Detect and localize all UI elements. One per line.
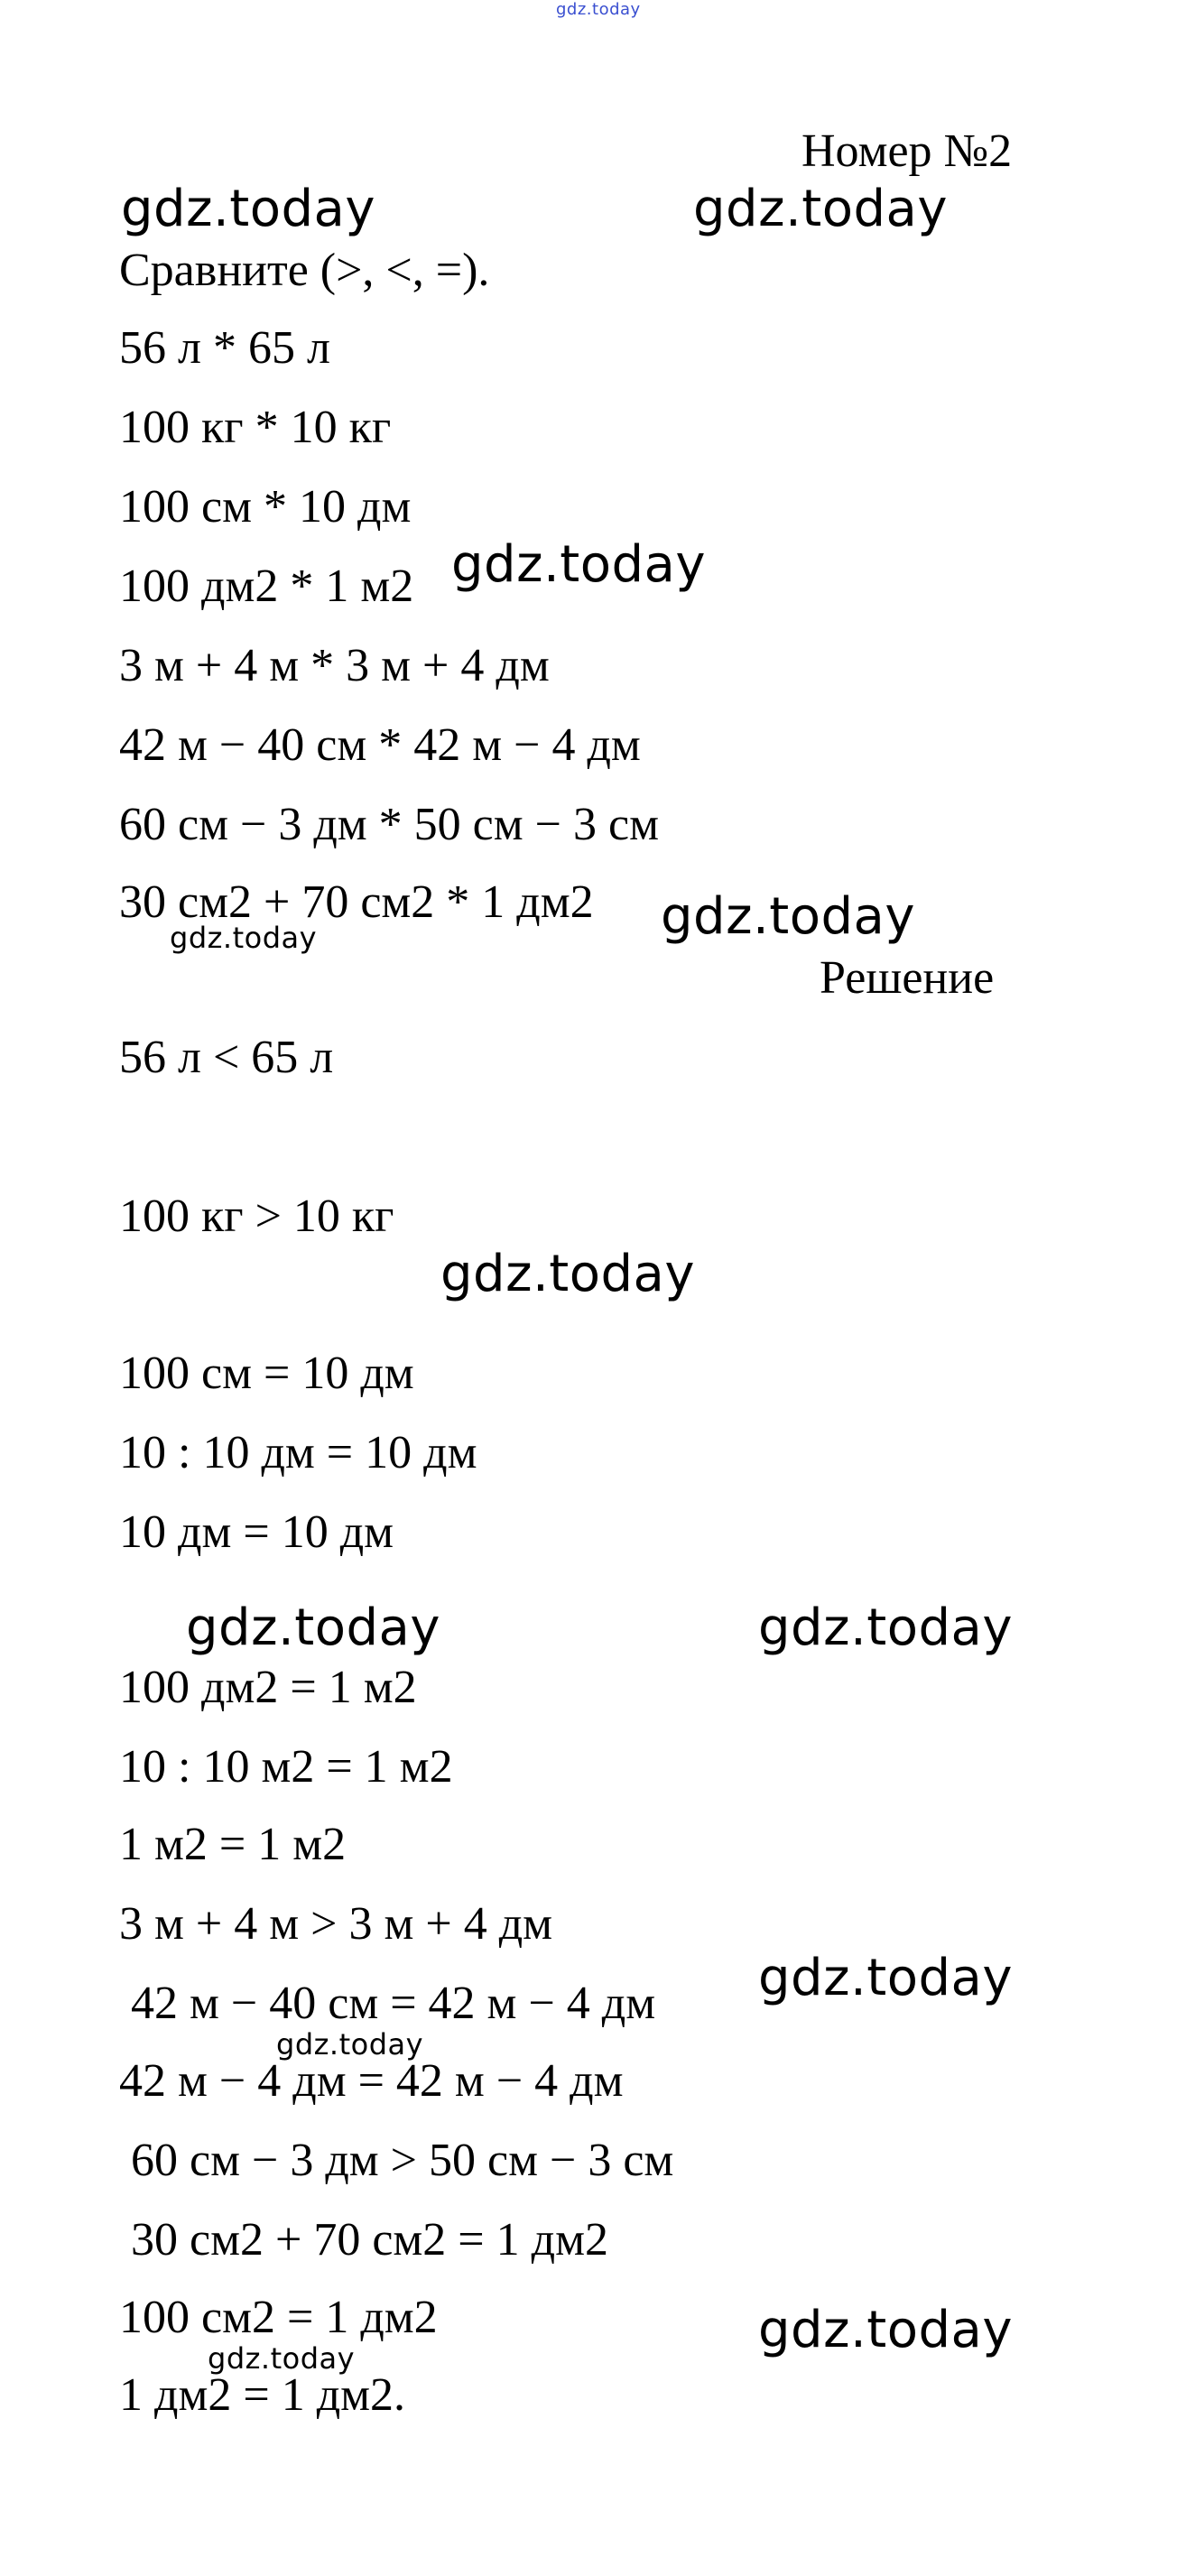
solution-line: 3 м + 4 м > 3 м + 4 дм: [119, 1898, 553, 1950]
watermark: gdz.today: [693, 180, 949, 238]
watermark: gdz.today: [758, 1598, 1014, 1657]
task-item: 56 л * 65 л: [119, 322, 330, 374]
watermark: gdz.today: [121, 180, 376, 238]
watermark: gdz.today: [186, 1598, 441, 1657]
task-prompt: Сравните (>, <, =).: [119, 245, 490, 296]
task-item: 100 см * 10 дм: [119, 481, 412, 533]
watermark: gdz.today: [758, 1949, 1014, 2007]
watermark-top: gdz.today: [556, 0, 641, 19]
task-item: 30 см2 + 70 см2 * 1 дм2: [119, 876, 594, 928]
solution-line: 1 дм2 = 1 дм2.: [119, 2369, 406, 2421]
solution-line: 60 см − 3 дм > 50 см − 3 см: [119, 2135, 674, 2186]
task-item: 60 см − 3 дм * 50 см − 3 см: [119, 799, 659, 850]
solution-line: 56 л < 65 л: [119, 1032, 334, 1083]
solution-line: 10 : 10 м2 = 1 м2: [119, 1741, 453, 1793]
watermark: gdz.today: [440, 1245, 696, 1303]
task-item: 100 кг * 10 кг: [119, 402, 392, 453]
solution-line: 100 кг > 10 кг: [119, 1191, 394, 1242]
problem-number: Номер №2: [801, 125, 1013, 177]
watermark: gdz.today: [451, 535, 707, 594]
watermark: gdz.today: [276, 2027, 424, 2062]
solution-line: 10 дм = 10 дм: [119, 1506, 394, 1558]
watermark: gdz.today: [170, 921, 318, 955]
solution-line: 10 : 10 дм = 10 дм: [119, 1427, 477, 1478]
solution-line: 100 дм2 = 1 м2: [119, 1662, 417, 1713]
solution-line: 42 м − 40 см = 42 м − 4 дм: [119, 1978, 656, 2029]
watermark: gdz.today: [661, 887, 916, 946]
watermark: gdz.today: [758, 2301, 1014, 2359]
task-item: 42 м − 40 см * 42 м − 4 дм: [119, 719, 641, 771]
solution-line: 100 см = 10 дм: [119, 1348, 414, 1399]
solution-line: 100 см2 = 1 дм2: [119, 2292, 438, 2343]
solution-line: 30 см2 + 70 см2 = 1 дм2: [119, 2214, 608, 2266]
task-item: 100 дм2 * 1 м2: [119, 561, 414, 612]
task-item: 3 м + 4 м * 3 м + 4 дм: [119, 640, 550, 691]
solution-heading: Решение: [820, 952, 995, 1004]
solution-line: 1 м2 = 1 м2: [119, 1819, 347, 1870]
solution-line: 42 м − 4 дм = 42 м − 4 дм: [119, 2055, 624, 2107]
watermark: gdz.today: [208, 2341, 356, 2376]
